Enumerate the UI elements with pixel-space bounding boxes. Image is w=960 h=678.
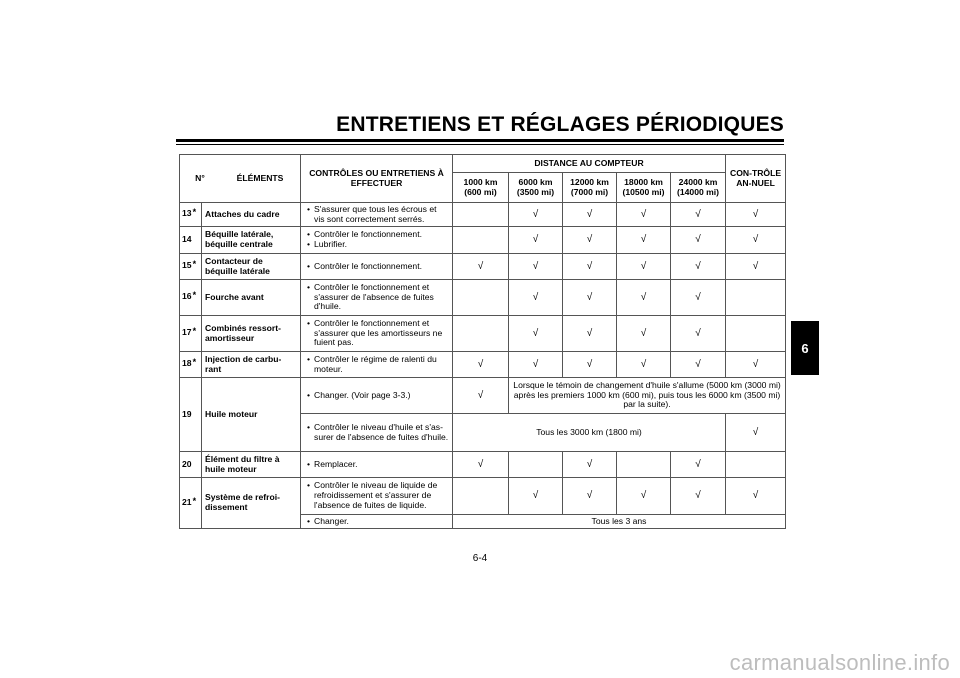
table-row — [180, 452, 786, 478]
check-mark: √ — [726, 414, 786, 452]
row-element: Attaches du cadre — [202, 203, 301, 227]
check-mark — [453, 227, 509, 254]
row-action: • Contrôler le fonctionnement. — [307, 230, 449, 240]
table-row — [180, 316, 786, 352]
check-mark: √ — [726, 478, 786, 515]
check-mark: √ — [617, 227, 671, 254]
check-mark: √ — [509, 227, 563, 254]
row-number: 20 — [180, 452, 202, 478]
check-mark: √ — [563, 452, 617, 478]
page-title: ENTRETIENS ET RÉGLAGES PÉRIODIQUES — [336, 113, 784, 136]
check-mark: √ — [617, 280, 671, 316]
header-distance: DISTANCE AU COMPTEUR — [453, 155, 726, 173]
star-mark: * — [192, 326, 197, 337]
row-element: Injection de carbu-rant — [202, 352, 301, 378]
check-mark: √ — [509, 352, 563, 378]
row-number: 15 — [182, 260, 192, 271]
check-mark: √ — [671, 254, 726, 280]
title-rule-thin — [176, 144, 784, 145]
row-action: • Lubrifier. — [307, 240, 449, 250]
table-row — [180, 478, 786, 515]
check-mark: √ — [726, 352, 786, 378]
header-no: N° — [195, 172, 205, 183]
check-mark: √ — [509, 478, 563, 515]
check-mark — [617, 452, 671, 478]
check-mark: √ — [453, 452, 509, 478]
check-mark: √ — [509, 254, 563, 280]
check-mark — [726, 280, 786, 316]
check-mark: √ — [453, 254, 509, 280]
check-mark: √ — [453, 352, 509, 378]
check-mark — [726, 316, 786, 352]
check-mark: √ — [563, 316, 617, 352]
check-mark — [509, 452, 563, 478]
row-number: 21 — [182, 496, 192, 507]
table-row — [180, 254, 786, 280]
header-d3: 12000 km (7000 mi) — [563, 173, 617, 203]
row-action: • Changer. — [307, 517, 449, 527]
row-action: • Changer. (Voir page 3-3.) — [307, 391, 449, 401]
star-mark: * — [192, 495, 197, 506]
check-mark: √ — [563, 227, 617, 254]
table-row — [180, 280, 786, 316]
row-element: Élément du filtre à huile moteur — [202, 452, 301, 478]
row-action: • S'assurer que tous les écrous et vis sont correctement serrés. — [307, 205, 449, 225]
check-mark: √ — [617, 203, 671, 227]
check-mark: √ — [726, 227, 786, 254]
table-row — [180, 203, 786, 227]
header-d5: 24000 km (14000 mi) — [671, 173, 726, 203]
row-element: Contacteur de béquille latérale — [202, 254, 301, 280]
page-number: 6-4 — [472, 553, 488, 564]
section-tab: 6 — [791, 321, 819, 375]
check-mark: √ — [509, 316, 563, 352]
footer-watermark: carmanualsonline.info — [729, 650, 950, 675]
check-mark: √ — [563, 352, 617, 378]
row-number: 17 — [182, 327, 192, 338]
table-row — [180, 378, 786, 414]
check-mark: √ — [671, 316, 726, 352]
header-controls: CONTRÔLES OU ENTRETIENS À EFFECTUER — [301, 155, 453, 203]
check-mark: √ — [671, 452, 726, 478]
check-mark: √ — [509, 203, 563, 227]
title-rule — [176, 139, 784, 142]
oil-check-interval: Tous les 3000 km (1800 mi) — [453, 414, 726, 452]
check-mark: √ — [617, 254, 671, 280]
check-mark: √ — [453, 378, 509, 414]
header-annual: CON-TRÔLE AN-NUEL — [726, 155, 786, 203]
check-mark: √ — [617, 478, 671, 515]
header-d2: 6000 km (3500 mi) — [509, 173, 563, 203]
row-action: • Remplacer. — [307, 460, 449, 470]
check-mark: √ — [671, 203, 726, 227]
row-action: • Contrôler le fonctionnement. — [307, 262, 449, 272]
row-action: • Contrôler le niveau de liquide de refroidissement et s'assurer de l'absence de fuites de liquide. — [307, 481, 449, 511]
row-number: 18 — [182, 358, 192, 369]
row-action: • Contrôler le fonctionnement et s'assurer que les amortisseurs ne fuient pas. — [307, 319, 449, 349]
row-element: Béquille latérale, béquille centrale — [202, 227, 301, 254]
check-mark: √ — [726, 254, 786, 280]
star-mark: * — [192, 207, 197, 218]
check-mark — [453, 280, 509, 316]
check-mark: √ — [563, 280, 617, 316]
star-mark: * — [192, 357, 197, 368]
star-mark: * — [192, 259, 197, 270]
maintenance-table — [179, 154, 786, 529]
check-mark: √ — [563, 203, 617, 227]
check-mark: √ — [563, 254, 617, 280]
row-action: • Contrôler le niveau d'huile et s'as-surer de l'absence de fuites d'huile. — [307, 423, 449, 443]
check-mark: √ — [509, 280, 563, 316]
check-mark: √ — [617, 352, 671, 378]
row-action: • Contrôler le régime de ralenti du moteur. — [307, 355, 449, 375]
check-mark — [726, 452, 786, 478]
row-element: Combinés ressort-amortisseur — [202, 316, 301, 352]
table-body — [180, 203, 786, 378]
row-element: Système de refroi-dissement — [202, 478, 301, 529]
star-mark: * — [192, 290, 197, 301]
check-mark — [453, 478, 509, 515]
row-number: 19 — [180, 378, 202, 452]
header-d1: 1000 km (600 mi) — [453, 173, 509, 203]
oil-change-note: Lorsque le témoin de changement d'huile s'allume (5000 km (3000 mi) après les premiers 1000 km (600 mi), puis tous les 6000 km (3500 mi) par la suite). — [509, 378, 786, 414]
row-number: 14 — [182, 234, 192, 245]
table-row — [180, 227, 786, 254]
check-mark: √ — [671, 280, 726, 316]
row-action: • Contrôler le fonctionnement et s'assurer de l'absence de fuites d'huile. — [307, 283, 449, 313]
table-row — [180, 352, 786, 378]
row-number: 13 — [182, 208, 192, 219]
check-mark: √ — [617, 316, 671, 352]
header-d4: 18000 km (10500 mi) — [617, 173, 671, 203]
row-element: Fourche avant — [202, 280, 301, 316]
check-mark — [453, 203, 509, 227]
check-mark: √ — [563, 478, 617, 515]
row-element: Huile moteur — [202, 378, 301, 452]
check-mark: √ — [671, 478, 726, 515]
row-number: 16 — [182, 291, 192, 302]
coolant-change-interval: Tous les 3 ans — [453, 515, 786, 529]
check-mark — [453, 316, 509, 352]
check-mark: √ — [671, 227, 726, 254]
header-elements: ÉLÉMENTS — [236, 172, 284, 183]
check-mark: √ — [671, 352, 726, 378]
check-mark: √ — [726, 203, 786, 227]
